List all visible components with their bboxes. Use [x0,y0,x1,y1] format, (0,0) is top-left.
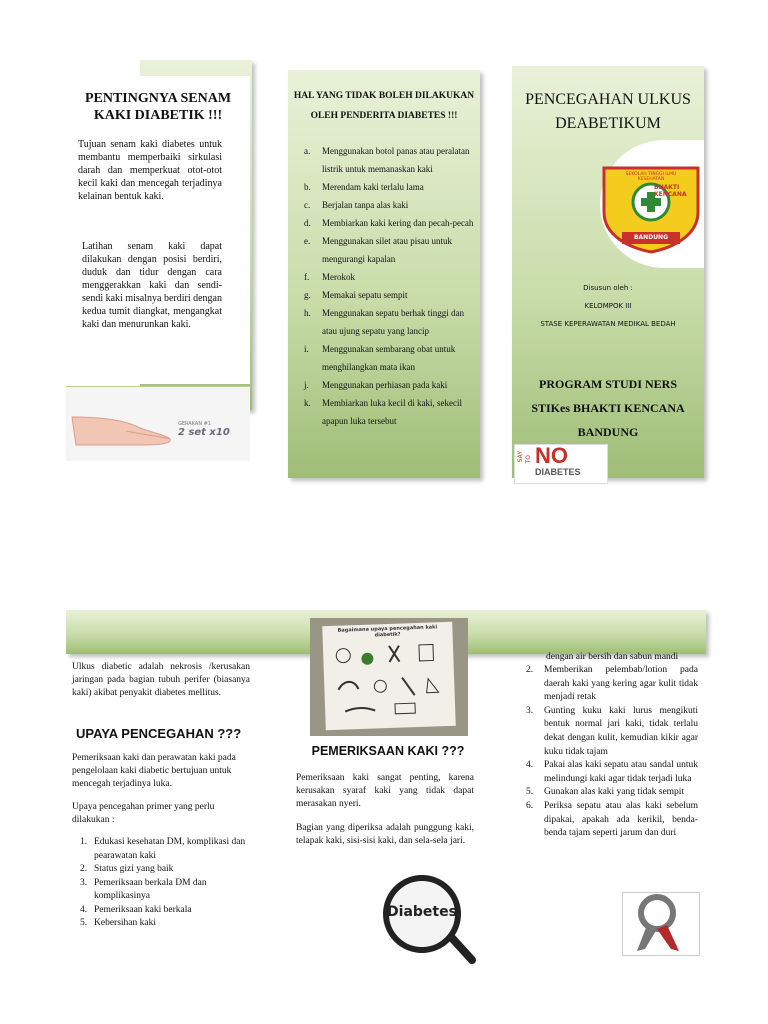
continued-text-fragment: dengan air bersih dan sabun mandi [546,652,679,662]
program-name: PROGRAM STUDI NERS [538,377,677,391]
dont-list-item [298,376,478,394]
school-logo [594,162,708,254]
dont-list-marker: k. [304,398,311,408]
foot-exam-paragraph-1: Pemeriksaan kaki sangat penting, karena kerusakan syaraf kaki yang tidak dapat merasakan nyeri. [296,773,474,809]
prevention-list-item [72,877,252,904]
panel2-title: HAL YANG TIDAK BOLEH DILAKUKAN OLEH PENDERITA DIABETES !!! [293,91,475,121]
foot-care-list-text: Memberikan pelembab/lotion pada daerah kaki yang kering agar kulit tidak menjadi retak [544,665,698,703]
institution-name: STIKes BHAKTI KENCANA [531,401,685,415]
dont-list-marker: i. [304,344,309,354]
logo-text-top: SEKOLAH TINGGI ILMU KESEHATAN [625,172,677,182]
dont-list-text: Merendam kaki terlalu lama [322,182,424,192]
prevention-paragraph: Pemeriksaan kaki dan perawatan kaki pada pengelolaan kaki diabetic bertujuan untuk mencegah terjadinya luka. [72,753,236,789]
prevention-list-text: Edukasi kesehatan DM, komplikasi dan pearawatan kaki [94,837,246,861]
dont-list-marker: j. [304,380,309,390]
program-block [512,372,704,444]
foot-exam-heading: PEMERIKSAAN KAKI ??? [311,744,465,758]
foot-care-list-marker: 5. [526,787,534,798]
badge-say: SAY [517,451,524,463]
dont-list-item [298,304,478,340]
primary-prevention-list [72,836,252,931]
dont-list-item [298,214,478,232]
badge-no: NO [535,443,568,468]
prevention-heading: UPAYA PENCEGAHAN ??? [76,726,242,741]
prevention-list-text: Pemeriksaan berkala DM dan komplikasinya [94,877,207,901]
foot-care-list-marker: 2. [526,665,534,675]
magnifier-text: Diabetes [387,904,457,920]
prevention-list-item [72,836,252,863]
dont-list-item [298,340,478,376]
cover-title: PENCEGAHAN ULKUS DEABETIKUM [525,91,691,132]
foot-care-list-text: Periksa sepatu atau alas kaki sebelum dipakai, apakah ada kerikil, benda-benda tajam seperti jarum dan duri [544,800,698,839]
awareness-ribbon-graphic [622,892,700,956]
prevention-list-item [72,863,252,877]
panel1-paragraph-latihan: Latihan senam kaki dapat dilakukan dengan posisi berdiri, duduk dan tidur dengan cara menggerakkan kaki dan sendi-sendi kaki misalnya berdiri dengan kedua tumit diangkat, mengangkat kaki dan menurunkan kaki. [82,241,222,330]
dont-list-text: Menggunakan perhiasan pada kaki [322,380,448,390]
dont-list-item [298,142,478,178]
logo-text-bottom: BANDUNG [633,234,669,241]
dont-list-item [298,286,478,304]
prevention-list-text: Pemeriksaan kaki berkala [94,904,192,915]
prevention-list-item [72,904,252,918]
illustration-reps: 2 set x10 [178,427,230,438]
prevention-list-text: Status gizi yang baik [94,864,174,874]
foot-care-list-marker: 6. [526,800,534,811]
dont-list-marker: b. [304,182,311,192]
foot-care-list-text: Gunting kuku kaki lurus mengikuti bentuk normal jari kaki, tidak terlalu dekat dengan kulit, kemudian kikir agar kuku tidak tajam [544,705,698,757]
prevention-list-marker: 3. [80,877,88,888]
prevention-list-text: Kebersihan kaki [94,918,156,928]
group-name: KELOMPOK III [584,302,632,310]
dont-list-item [298,232,478,268]
dont-list-item [298,268,478,286]
dont-list-text: Memakai sepatu sempit [322,290,408,300]
badge-to: TO [525,455,532,464]
foot-care-list-item [526,786,698,800]
dont-list-item [298,394,478,430]
dont-list-text: Menggunakan sembarang obat untuk menghilangkan mata ikan [322,344,456,372]
prevention-list-marker: 4. [80,904,88,915]
badge-diabetes: DIABETES [535,467,581,477]
photo-title: Bagaimana upaya pencegahan kaki diabetik? [337,624,438,639]
dont-list-text: Merokok [322,272,355,282]
dont-list-marker: c. [304,200,311,210]
foot-care-list-item [526,705,698,759]
foot-exercise-illustration [66,386,250,461]
ribbon-icon [623,893,699,955]
dont-list-marker: d. [304,218,311,228]
diabetes-magnifier-graphic [380,874,478,964]
prevention-photo [310,618,468,736]
author-label: Disusun oleh : [583,284,633,292]
panel1-title: PENTINGNYA SENAM KAKI DIABETIK !!! [84,91,232,123]
panel2-dont-list [298,142,478,430]
dont-list-marker: g. [304,290,311,300]
dont-list-text: Menggunakan sepatu berhak tinggi dan atau ujung sepatu yang lancip [322,308,464,336]
panel1-paragraph-tujuan: Tujuan senam kaki diabetes untuk membantu memperbaiki sirkulasi darah dan memperkuat otot-otot kecil kaki dan mencegah terjadinya kelainan bentuk kaki. [78,139,222,202]
logo-text-main: BHAKTI KENCANA [654,184,687,198]
stase-name: STASE KEPERAWATAN MEDIKAL BEDAH [540,320,676,328]
dont-list-text: Menggunakan silet atau pisau untuk mengurangi kapalan [322,236,452,264]
foot-care-list-marker: 4. [526,760,534,771]
foot-icon [66,387,250,461]
dont-list-text: Membiarkan luka kecil di kaki, sekecil apapun luka tersebut [322,398,462,426]
foot-exam-paragraph-2: Bagian yang diperiksa adalah punggung kaki, telapak kaki, sisi-sisi kaki, dan sela-sela jari. [296,823,474,846]
prevention-list-marker: 2. [80,864,88,874]
primary-prevention-intro: Upaya pencegahan primer yang perlu dilakukan : [72,802,215,825]
photo-poster [322,622,456,730]
dont-list-text: Membiarkan kaki kering dan pecah-pecah [322,218,474,228]
prevention-list-marker: 5. [80,918,88,928]
dont-list-marker: h. [304,308,311,318]
foot-care-list-item [526,800,698,841]
institution-city: BANDUNG [577,425,639,439]
foot-care-list-text: Gunakan alas kaki yang tidak sempit [544,787,685,798]
prevention-list-item [72,917,252,931]
prevention-list-marker: 1. [80,837,88,847]
foot-care-list-item [526,664,698,705]
say-no-to-diabetes-badge [514,444,608,484]
dont-list-marker: e. [304,236,311,246]
foot-care-list-item [526,759,698,786]
dont-list-text: Menggunakan botol panas atau peralatan listrik untuk memanaskan kaki [322,146,470,174]
foot-care-list-text: Pakai alas kaki sepatu atau sandal untuk melindungi kaki agar tidak terjadi luka [544,760,698,784]
dont-list-marker: f. [304,272,310,282]
dont-list-item [298,178,478,196]
illustration-caption: GERAKAN #1 [178,421,212,427]
foot-care-list-marker: 3. [526,705,534,716]
foot-care-icons [323,638,456,722]
foot-care-list [526,664,698,841]
dont-list-marker: a. [304,146,311,156]
dont-list-item [298,196,478,214]
dont-list-text: Berjalan tanpa alas kaki [322,200,409,210]
ulkus-definition: Ulkus diabetic adalah nekrosis /kerusakan jaringan pada bagian tubuh perifer (biasanya kaki) akibat penyakit diabetes mellitus. [72,662,250,698]
